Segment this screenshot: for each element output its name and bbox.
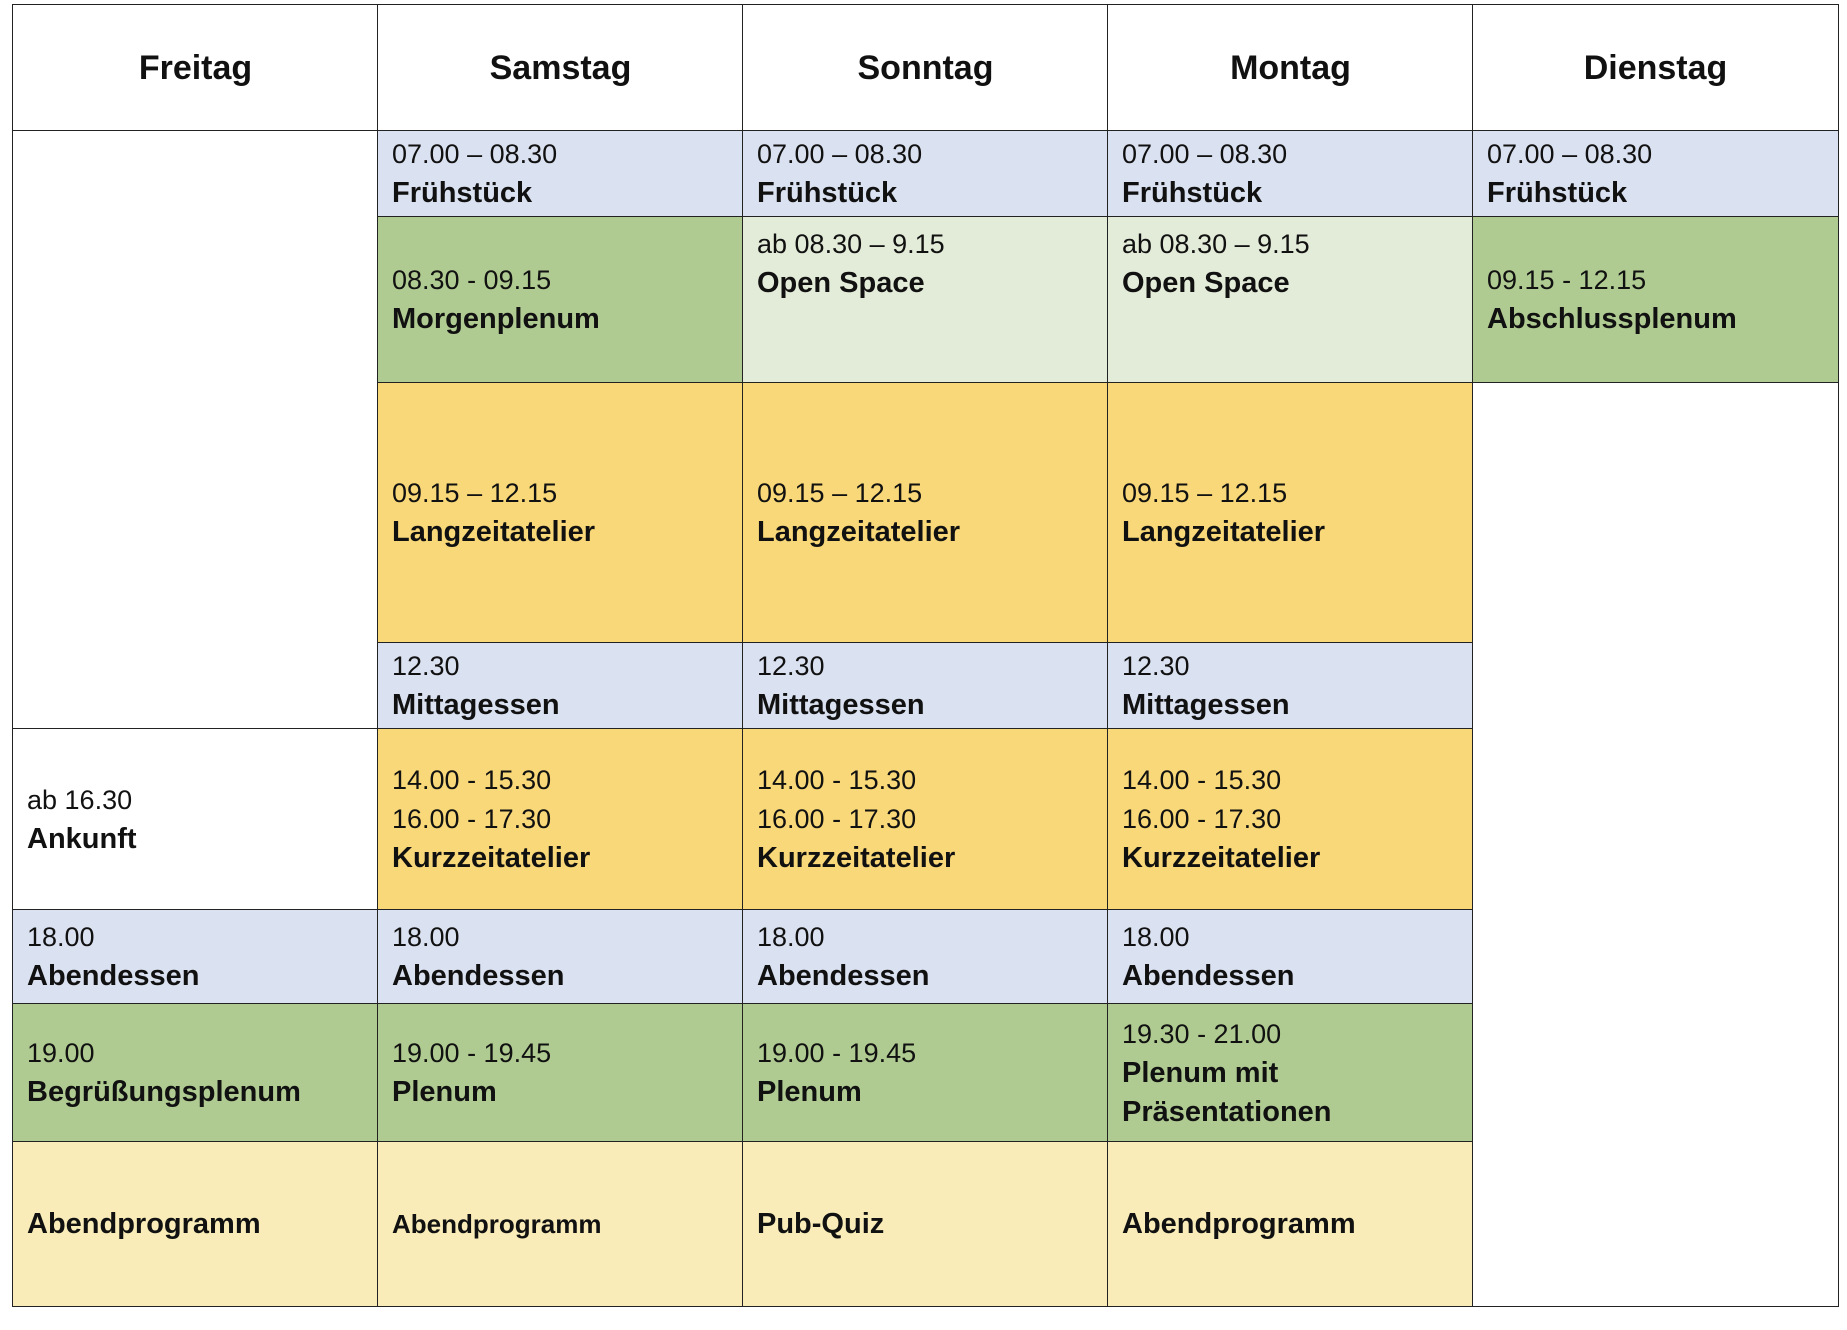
header-freitag [12, 4, 379, 132]
event-time: 18.00 [27, 922, 95, 952]
event-title: Abendessen [392, 960, 565, 992]
event-time: 12.30 [757, 651, 825, 681]
event-title: Frühstück [1122, 177, 1263, 209]
montag-open-space [1107, 216, 1474, 384]
dienstag-abschlussplenum [1472, 216, 1839, 384]
event-time: 14.00 - 15.30 [1122, 765, 1282, 795]
event-time: 12.30 [1122, 651, 1190, 681]
event-title: Open Space [757, 267, 925, 299]
event-time: 08.30 - 09.15 [392, 265, 552, 295]
event-time: 09.15 - 12.15 [1487, 265, 1647, 295]
event-time: ab 16.30 [27, 784, 133, 815]
sonntag-plenum [742, 1003, 1109, 1143]
day-label: Samstag [489, 48, 632, 87]
event-title: Plenum [392, 1076, 497, 1108]
header-montag [1107, 4, 1474, 132]
sonntag-fruehstueck [742, 130, 1109, 218]
samstag-mittagessen [377, 642, 744, 730]
event-time: 12.30 [392, 651, 460, 681]
freitag-abendprogramm [12, 1141, 379, 1307]
header-samstag [377, 4, 744, 132]
event-time: ab 08.30 – 9.15 [1122, 229, 1310, 259]
freitag-empty-morning [12, 130, 379, 730]
event-time: 14.00 - 15.30 [757, 765, 917, 795]
event-time: 19.00 [27, 1038, 95, 1068]
event-title: Plenum mit [1122, 1056, 1279, 1089]
header-sonntag [742, 4, 1109, 132]
event-title: Abendessen [757, 960, 930, 992]
event-title: Begrüßungsplenum [27, 1076, 301, 1108]
day-label: Sonntag [857, 48, 994, 87]
event-title: Ankunft [27, 822, 137, 855]
event-time: 09.15 – 12.15 [757, 478, 923, 508]
event-time: ab 08.30 – 9.15 [757, 229, 945, 259]
sonntag-langzeitatelier [742, 382, 1109, 644]
header-dienstag [1472, 4, 1839, 132]
event-title: Open Space [1122, 267, 1290, 299]
event-time: 07.00 – 08.30 [392, 139, 558, 169]
freitag-abendessen [12, 909, 379, 1005]
sonntag-mittagessen [742, 642, 1109, 730]
event-time: 16.00 - 17.30 [1122, 804, 1282, 834]
montag-abendessen [1107, 909, 1474, 1005]
montag-mittagessen [1107, 642, 1474, 730]
event-title: Abendessen [1122, 960, 1295, 992]
event-title: Mittagessen [1122, 689, 1290, 721]
event-title: Mittagessen [757, 689, 925, 721]
samstag-abendprogramm [377, 1141, 744, 1307]
event-time: 18.00 [1122, 922, 1190, 952]
montag-langzeitatelier [1107, 382, 1474, 644]
samstag-plenum [377, 1003, 744, 1143]
sonntag-pub-quiz [742, 1141, 1109, 1307]
event-time: 19.00 - 19.45 [757, 1038, 917, 1068]
event-time: 14.00 - 15.30 [392, 765, 552, 795]
event-title: Abendessen [27, 960, 200, 992]
event-time: 19.00 - 19.45 [392, 1038, 552, 1068]
event-time: 16.00 - 17.30 [757, 804, 917, 834]
samstag-langzeitatelier [377, 382, 744, 644]
event-title: Frühstück [392, 177, 533, 209]
event-time: 19.30 - 21.00 [1122, 1018, 1282, 1049]
event-title: Langzeitatelier [757, 516, 961, 548]
event-title: Abschlussplenum [1487, 303, 1737, 335]
dienstag-fruehstueck [1472, 130, 1839, 218]
event-time: 09.15 – 12.15 [392, 478, 558, 508]
freitag-ankunft [12, 728, 379, 911]
montag-plenum-praesentationen [1107, 1003, 1474, 1143]
montag-abendprogramm [1107, 1141, 1474, 1307]
event-title: Präsentationen [1122, 1095, 1332, 1128]
weekly-schedule-table [12, 4, 1839, 1307]
day-label: Montag [1230, 48, 1351, 87]
samstag-fruehstueck [377, 130, 744, 218]
event-title: Abendprogramm [392, 1208, 602, 1239]
event-title: Frühstück [757, 177, 898, 209]
event-title: Morgenplenum [392, 303, 600, 335]
event-time: 18.00 [392, 922, 460, 952]
event-title: Langzeitatelier [1122, 516, 1326, 548]
event-title: Kurzzeitatelier [1122, 842, 1321, 874]
event-time: 16.00 - 17.30 [392, 804, 552, 834]
event-time: 07.00 – 08.30 [757, 139, 923, 169]
freitag-begruessungsplenum [12, 1003, 379, 1143]
event-time: 07.00 – 08.30 [1122, 139, 1288, 169]
event-title: Plenum [757, 1076, 862, 1108]
event-title: Kurzzeitatelier [757, 842, 956, 874]
sonntag-abendessen [742, 909, 1109, 1005]
event-title: Abendprogramm [27, 1207, 261, 1240]
event-title: Abendprogramm [1122, 1207, 1356, 1240]
day-label: Dienstag [1583, 48, 1728, 87]
event-time: 18.00 [757, 922, 825, 952]
sonntag-open-space [742, 216, 1109, 384]
event-time: 09.15 – 12.15 [1122, 478, 1288, 508]
event-title: Langzeitatelier [392, 516, 596, 548]
samstag-morgenplenum [377, 216, 744, 384]
event-title: Kurzzeitatelier [392, 842, 591, 874]
sonntag-kurzzeitatelier [742, 728, 1109, 911]
event-title: Frühstück [1487, 177, 1628, 209]
samstag-kurzzeitatelier [377, 728, 744, 911]
event-title: Pub-Quiz [757, 1207, 885, 1240]
event-time: 07.00 – 08.30 [1487, 139, 1653, 169]
samstag-abendessen [377, 909, 744, 1005]
event-title: Mittagessen [392, 689, 560, 721]
day-label: Freitag [138, 48, 253, 87]
montag-fruehstueck [1107, 130, 1474, 218]
dienstag-empty-rest [1472, 382, 1839, 1307]
montag-kurzzeitatelier [1107, 728, 1474, 911]
